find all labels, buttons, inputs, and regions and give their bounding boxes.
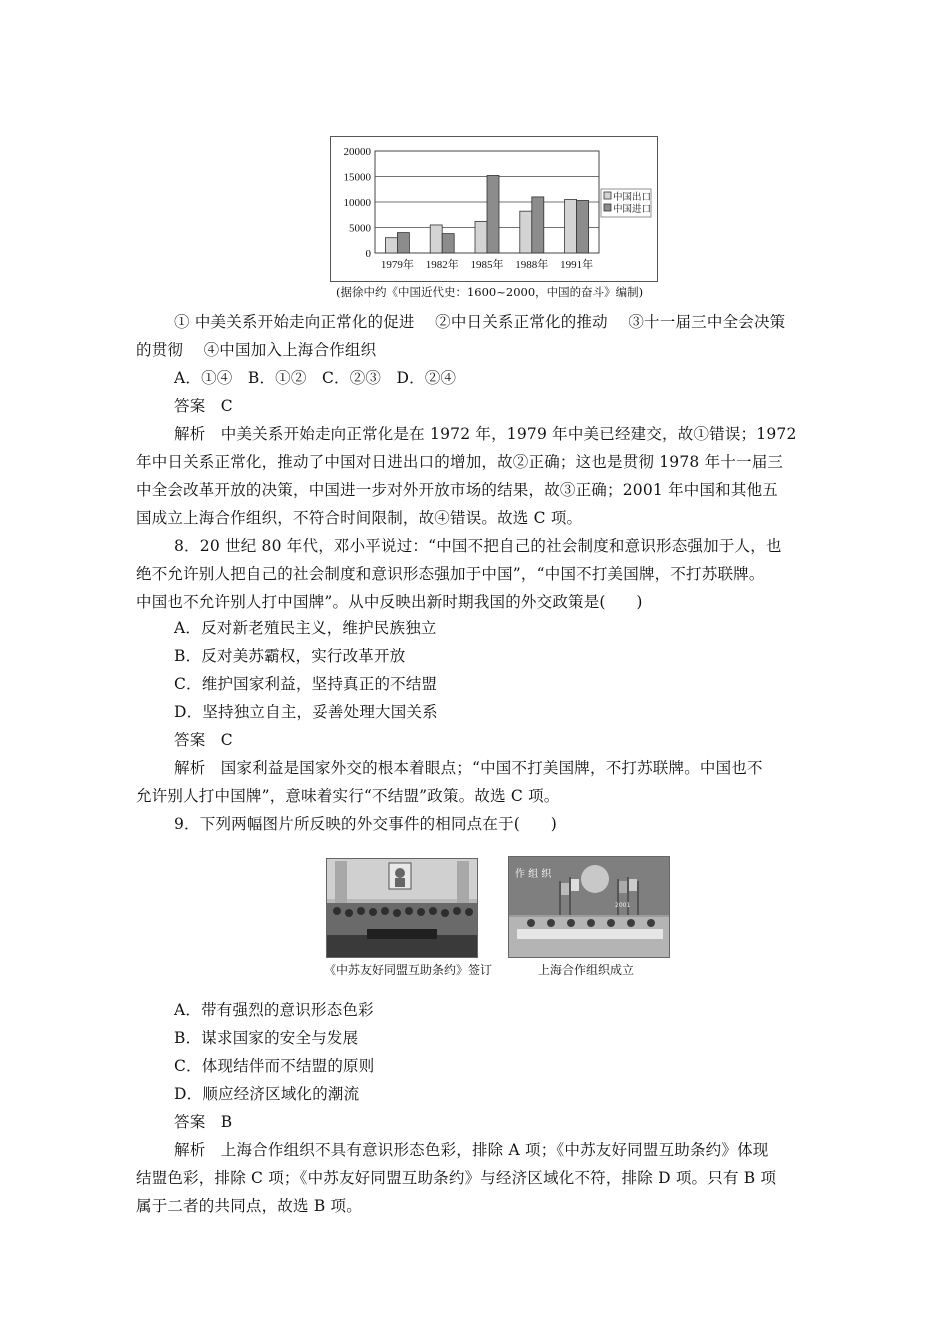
- y-tick-label: 5000: [349, 222, 371, 235]
- q9-explanation-2: 结盟色彩，排除 C 项；《中苏友好同盟互助条约》与经济区域化不符，排除 D 项。只有 B 项: [136, 1169, 777, 1187]
- q9-option-a: A．带有强烈的意识形态色彩: [174, 1001, 374, 1019]
- y-tick-label: 0: [365, 248, 371, 260]
- bar: [577, 200, 589, 253]
- bar: [487, 175, 499, 253]
- q9-stem: 9．下列两幅图片所反映的外交事件的相同点在于( ): [174, 815, 558, 833]
- x-tick-label: 1988年: [515, 259, 549, 271]
- legend-swatch: [604, 204, 611, 211]
- q7-explanation-4: 国成立上海合作组织，不符合时间限制，故④错误。故选 C 项。: [136, 509, 583, 527]
- y-tick-label: 15000: [343, 171, 371, 184]
- q9-option-b: B．谋求国家的安全与发展: [174, 1029, 359, 1047]
- q7-explanation-3: 中全会改革开放的决策，中国进一步对外开放市场的结果，故③正确；2001 年中国和其他五: [136, 481, 778, 499]
- x-tick-label: 1991年: [560, 259, 594, 271]
- q8-explanation-1: 解析 国家利益是国家外交的根本着眼点；“中国不打美国牌，不打苏联牌。中国也不: [174, 759, 763, 777]
- q8-option-c: C．维护国家利益，坚持真正的不结盟: [174, 675, 438, 693]
- bar: [385, 238, 397, 253]
- bar: [565, 199, 577, 253]
- q7-answer: 答案 C: [174, 397, 233, 415]
- q8-option-b: B．反对美苏霸权，实行改革开放: [174, 647, 406, 665]
- q9-answer: 答案 B: [174, 1113, 233, 1131]
- bar: [520, 211, 532, 253]
- q7-explanation-2: 年中日关系正常化，推动了中国对日进出口的增加，故②正确；这也是贯彻 1978 年十一届三: [136, 453, 784, 471]
- bar: [442, 234, 454, 253]
- x-tick-label: 1979年: [380, 259, 414, 271]
- q9-explanation-1: 解析 上海合作组织不具有意识形态色彩，排除 A 项；《中苏友好同盟互助条约》体现: [174, 1141, 769, 1159]
- photo-sino-soviet-treaty: [326, 858, 478, 958]
- trade-chart: [330, 136, 658, 282]
- x-tick-label: 1985年: [470, 259, 504, 271]
- q8-option-a: A．反对新老殖民主义，维护民族独立: [174, 619, 437, 637]
- legend-label: 中国出口: [613, 192, 652, 203]
- photo2-caption: 上海合作组织成立: [538, 963, 635, 977]
- trade-bar-chart: [331, 137, 657, 281]
- x-tick-label: 1982年: [425, 259, 459, 271]
- q8-stem-3: 中国也不允许别人打中国牌”。从中反映出新时期我国的外交政策是( ): [136, 593, 643, 611]
- sino-soviet-photo-illustration: [327, 859, 477, 957]
- photo-sco-founding: [508, 856, 670, 958]
- q7-choices: A．①④ B．①② C．②③ D．②④: [174, 369, 457, 387]
- q7-options-line2: 的贯彻 ④中国加入上海合作组织: [136, 341, 377, 359]
- legend-label: 中国进口: [613, 204, 652, 215]
- photo2-sign-text: 作 组 织: [515, 869, 552, 880]
- legend-swatch: [604, 192, 611, 199]
- q9-explanation-3: 属于二者的共同点，故选 B 项。: [136, 1197, 362, 1215]
- q8-stem-2: 绝不允许别人把自己的社会制度和意识形态强加于中国”，“中国不打美国牌，不打苏联牌。: [136, 565, 765, 583]
- q9-option-c: C．体现结伴而不结盟的原则: [174, 1057, 375, 1075]
- q8-option-d: D．坚持独立自主，妥善处理大国关系: [174, 703, 438, 721]
- y-tick-label: 10000: [343, 197, 371, 209]
- q8-explanation-2: 允许别人打中国牌”，意味着实行“不结盟”政策。故选 C 项。: [136, 787, 560, 805]
- q8-stem-1: 8．20 世纪 80 年代，邓小平说过：“中国不把自己的社会制度和意识形态强加于人，也: [174, 537, 782, 555]
- y-tick-label: 20000: [343, 146, 371, 158]
- bar: [430, 225, 442, 253]
- bar: [532, 197, 544, 253]
- svg-text:2001: 2001: [615, 902, 631, 909]
- chart-source-caption: (据徐中约《中国近代史：1600~2000，中国的奋斗》编制): [336, 285, 644, 299]
- photo1-caption: 《中苏友好同盟互助条约》签订: [324, 963, 493, 977]
- q7-options-line1: ① 中美关系开始走向正常化的促进 ②中日关系正常化的推动 ③十一届三中全会决策: [174, 313, 786, 331]
- bar: [397, 233, 409, 253]
- q8-answer: 答案 C: [174, 731, 233, 749]
- q7-explanation-1: 解析 中美关系开始走向正常化是在 1972 年，1979 年中美已经建交，故①错误；1972: [174, 425, 797, 443]
- q9-option-d: D．顺应经济区域化的潮流: [174, 1085, 360, 1103]
- bar: [475, 221, 487, 253]
